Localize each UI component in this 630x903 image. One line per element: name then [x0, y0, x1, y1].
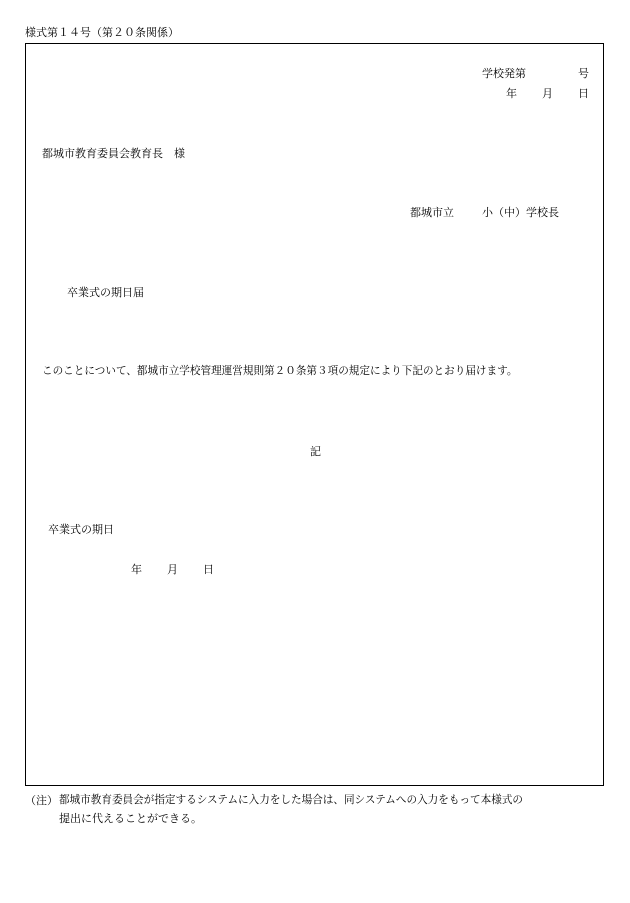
item-date-month: 月 — [167, 563, 178, 576]
item-date-day: 日 — [203, 563, 214, 576]
doc-number-suffix: 号 — [578, 67, 589, 80]
header-date-month: 月 — [542, 87, 553, 100]
header-date-day: 日 — [578, 87, 589, 100]
note-line-1: 都城市教育委員会が指定するシステムに入力をした場合は、同システムへの入力をもって本様式の — [59, 794, 524, 806]
note-line-2: 提出に代えることができる。 — [59, 812, 202, 825]
sender-school: 小（中）学校長 — [482, 206, 559, 219]
ki-heading: 記 — [310, 445, 321, 458]
body-text: このことについて、都城市立学校管理運営規則第２０条第３項の規定により下記のとおり届けます。 — [42, 365, 518, 377]
item-date-year: 年 — [131, 563, 142, 576]
header-date-year: 年 — [506, 87, 517, 100]
doc-number-prefix: 学校発第 — [482, 67, 526, 80]
note-marker: （注） — [25, 794, 58, 807]
form-number: 様式第１４号（第２０条関係） — [25, 26, 179, 39]
item-label: 卒業式の期日 — [48, 523, 114, 536]
subject-title: 卒業式の期日届 — [67, 286, 144, 299]
addressee: 都城市教育委員会教育長 様 — [42, 147, 185, 160]
sender-city: 都城市立 — [410, 206, 454, 219]
